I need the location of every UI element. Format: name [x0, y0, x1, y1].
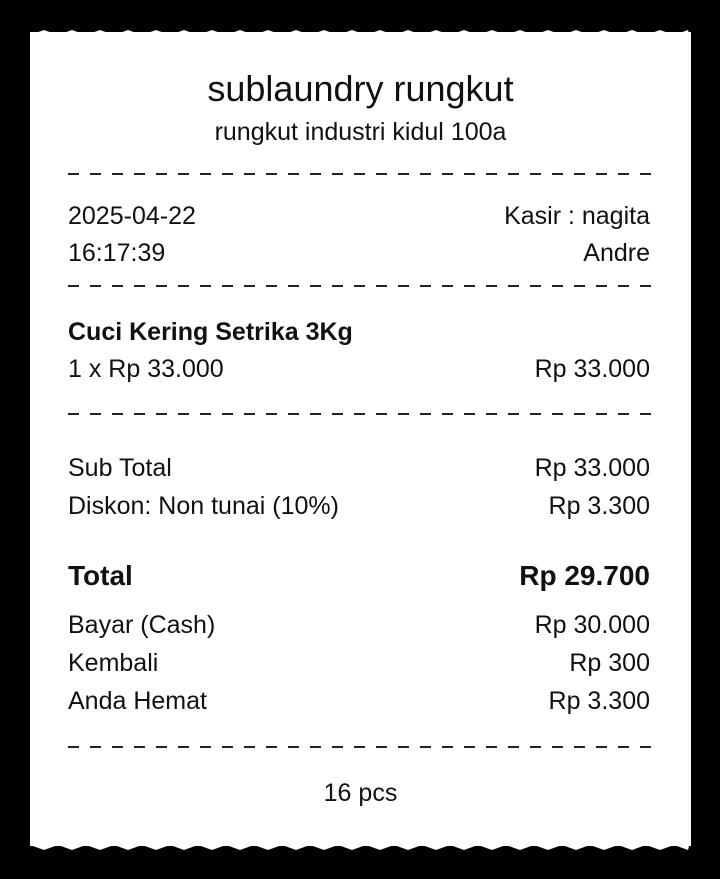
total-value: Rp 29.700 [519, 560, 650, 591]
paid-row [68, 608, 650, 642]
store-address: rungkut industri kidul 100a [214, 118, 507, 146]
savings-label: Anda Hemat [68, 687, 207, 715]
total-label: Total [68, 560, 133, 591]
item-price-row [68, 352, 650, 386]
item-qty-price: 1 x Rp 33.000 [68, 355, 224, 383]
change-label: Kembali [68, 649, 159, 677]
divider [68, 285, 651, 287]
receipt-meta-row-2 [68, 236, 650, 270]
receipt-meta-row-1 [68, 199, 650, 233]
discount-label: Diskon: Non tunai (10%) [68, 492, 339, 520]
savings-row [68, 684, 650, 718]
discount-row [68, 489, 650, 523]
pieces-count: 16 pcs [323, 779, 398, 807]
item-name: Cuci Kering Setrika 3Kg [68, 318, 353, 346]
paid-value: Rp 30.000 [534, 611, 650, 639]
item-line-total: Rp 33.000 [534, 355, 650, 383]
savings-value: Rp 3.300 [548, 687, 650, 715]
total-row [68, 558, 650, 592]
customer-name: Andre [583, 239, 650, 267]
cashier-name: Kasir : nagita [504, 202, 650, 230]
discount-value: Rp 3.300 [548, 492, 650, 520]
divider [68, 413, 651, 415]
subtotal-row [68, 451, 650, 485]
divider [68, 746, 651, 748]
subtotal-value: Rp 33.000 [534, 454, 650, 482]
receipt-paper [30, 32, 691, 846]
change-value: Rp 300 [569, 649, 650, 677]
paid-label: Bayar (Cash) [68, 611, 216, 639]
divider [68, 173, 651, 175]
subtotal-label: Sub Total [68, 454, 172, 482]
receipt-date: 2025-04-22 [68, 202, 196, 230]
item-name-row [68, 315, 650, 349]
store-name: sublaundry rungkut [207, 68, 514, 109]
change-row [68, 646, 650, 680]
receipt-time: 16:17:39 [68, 239, 166, 267]
